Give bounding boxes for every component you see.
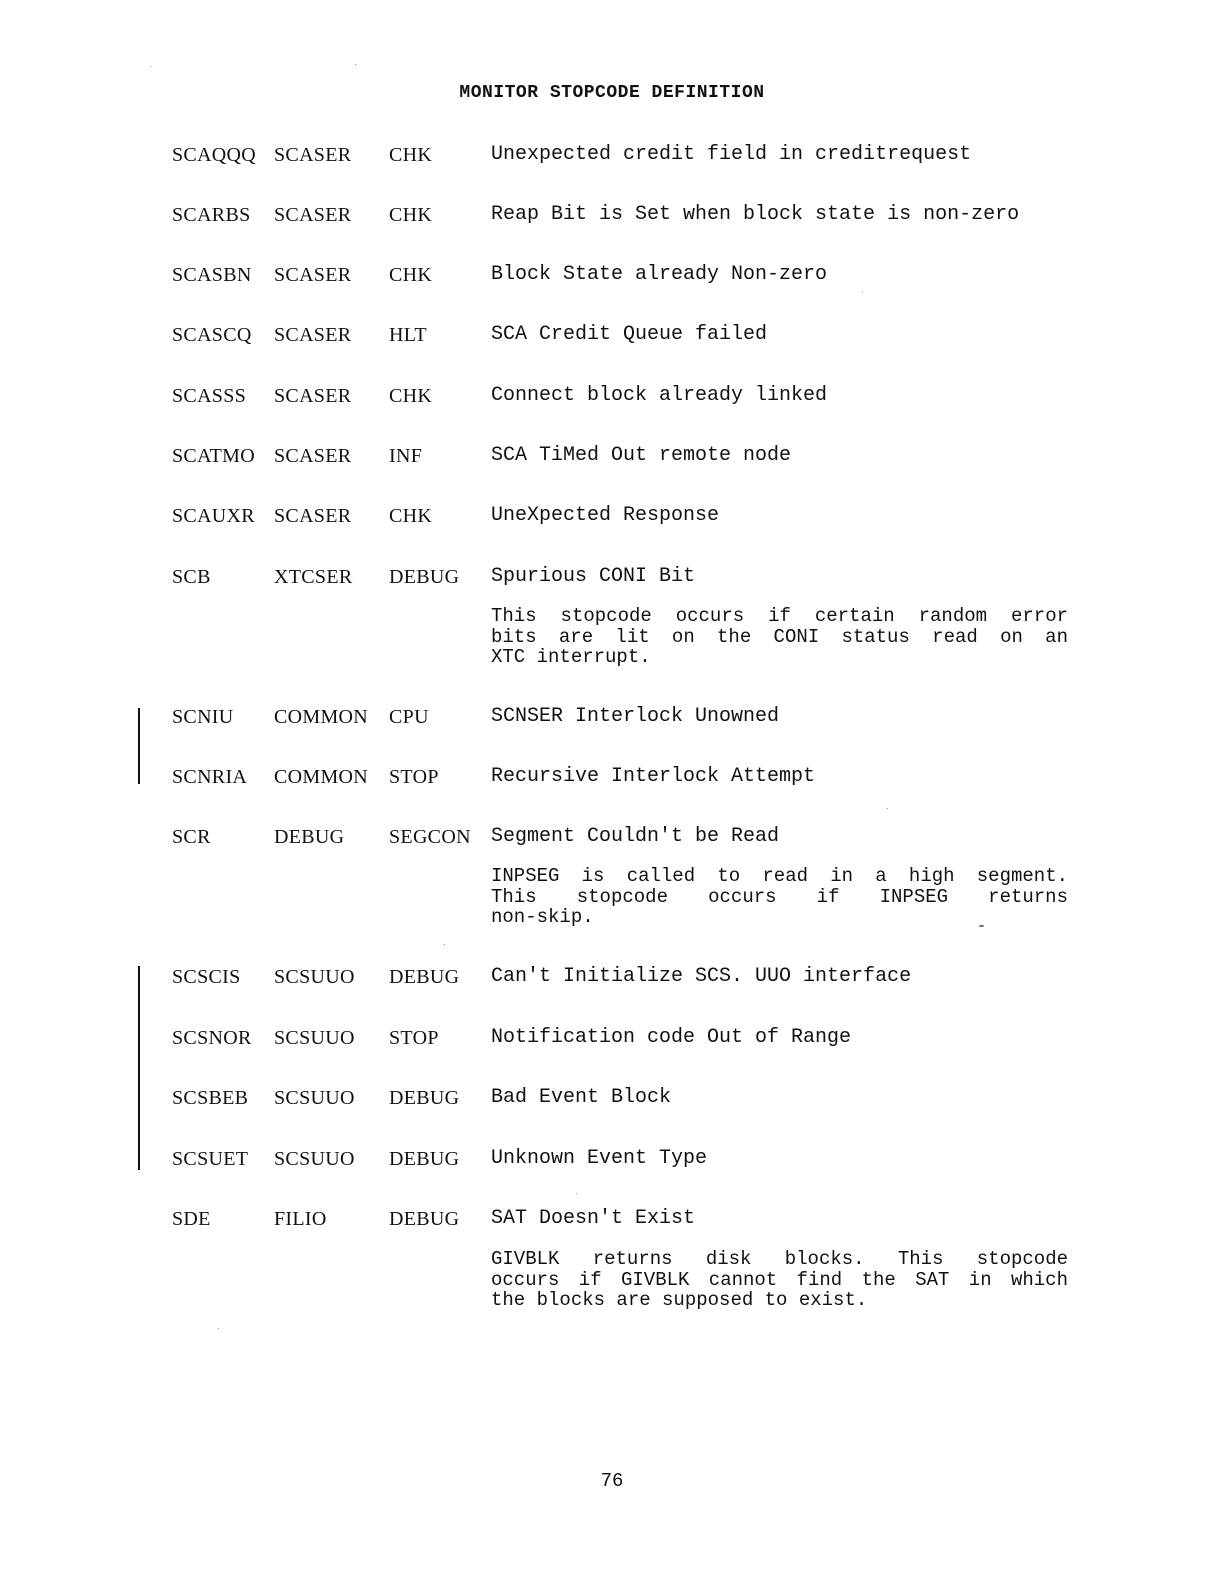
stopcode-message: SCA Credit Queue failed: [491, 323, 768, 346]
stopcode-message: Spurious CONI Bit: [491, 565, 696, 588]
page-number: 76: [600, 1470, 624, 1492]
stopcode-module: COMMON: [274, 766, 369, 788]
stopcode-name: SCSUET: [172, 1148, 249, 1170]
stopcode-type: DEBUG: [389, 1087, 460, 1109]
stopcode-message: Reap Bit is Set when block state is non-zero: [491, 203, 1020, 226]
page-title: MONITOR STOPCODE DEFINITION: [459, 83, 765, 103]
stopcode-entry: [0, 204, 1224, 228]
stopcode-entry: [0, 1087, 1224, 1111]
explanation-line: bits are lit on the CONI status read on an: [491, 625, 1068, 648]
stopcode-entry: [0, 324, 1224, 348]
stopcode-explanation: [491, 606, 1068, 668]
stopcode-type: SEGCON: [389, 826, 471, 848]
stopcode-type: CPU: [389, 706, 429, 728]
stopcode-name: SDE: [172, 1208, 211, 1230]
stopcode-type: DEBUG: [389, 1208, 460, 1230]
stopcode-name: SCASSS: [172, 385, 247, 407]
stopcode-module: SCASER: [274, 144, 352, 166]
scan-speck: [576, 1193, 577, 1194]
change-bar-2: [138, 966, 140, 1170]
scan-speck: [218, 1328, 219, 1329]
stopcode-entry: [0, 766, 1224, 790]
stopcode-type: CHK: [389, 204, 433, 226]
stopcode-message: SCNSER Interlock Unowned: [491, 705, 780, 728]
explanation-line: XTC interrupt.: [491, 646, 651, 668]
stopcode-name: SCR: [172, 826, 211, 848]
explanation-line: This stopcode occurs if INPSEG returns: [491, 885, 1068, 908]
stopcode-message: Can't Initialize SCS. UUO interface: [491, 965, 912, 988]
stopcode-name: SCNRIA: [172, 766, 248, 788]
stopcode-explanation: [491, 866, 1068, 928]
stopcode-message: Segment Couldn't be Read: [491, 825, 780, 848]
scan-speck: [444, 944, 445, 945]
stopcode-name: SCARBS: [172, 204, 251, 226]
stopcode-message: Connect block already linked: [491, 384, 828, 407]
stopcode-message: Unexpected credit field in creditrequest: [491, 143, 972, 166]
stopcode-type: CHK: [389, 264, 433, 286]
stopcode-name: SCATMO: [172, 445, 255, 467]
explanation-line: This stopcode occurs if certain random error: [491, 605, 1068, 627]
stopcode-module: COMMON: [274, 706, 369, 728]
stopcode-name: SCNIU: [172, 706, 234, 728]
stopcode-entry: [0, 566, 1224, 590]
stopcode-entry: [0, 144, 1224, 168]
stopcode-entry: [0, 826, 1224, 850]
stopcode-message: SCA TiMed Out remote node: [491, 444, 792, 467]
stopcode-message: Block State already Non-zero: [491, 263, 828, 286]
stopcode-explanation: [491, 1249, 1068, 1311]
stopcode-name: SCAQQQ: [172, 144, 257, 166]
scan-speck: [862, 291, 863, 292]
scan-speck: [355, 64, 356, 65]
stopcode-module: SCASER: [274, 204, 352, 226]
stopcode-name: SCASCQ: [172, 324, 252, 346]
stopcode-module: SCASER: [274, 385, 352, 407]
stopcode-type: STOP: [389, 766, 439, 788]
stopcode-name: SCSBEB: [172, 1087, 249, 1109]
explanation-line: non-skip.: [491, 906, 594, 928]
stopcode-type: CHK: [389, 505, 433, 527]
stopcode-message: Recursive Interlock Attempt: [491, 765, 816, 788]
stopcode-message: Bad Event Block: [491, 1086, 672, 1109]
explanation-line: the blocks are supposed to exist.: [491, 1289, 868, 1311]
stopcode-module: XTCSER: [274, 566, 353, 588]
stopcode-name: SCSNOR: [172, 1027, 252, 1049]
stopcode-type: DEBUG: [389, 966, 460, 988]
stopcode-name: SCSCIS: [172, 966, 241, 988]
stopcode-module: SCSUUO: [274, 966, 355, 988]
explanation-line: occurs if GIVBLK cannot find the SAT in which: [491, 1268, 1068, 1291]
stopcode-entry: [0, 445, 1224, 469]
stopcode-message: Notification code Out of Range: [491, 1026, 852, 1049]
stopcode-module: DEBUG: [274, 826, 345, 848]
explanation-line: GIVBLK returns disk blocks. This stopcode: [491, 1248, 1068, 1270]
stopcode-entry: [0, 706, 1224, 730]
stopcode-type: CHK: [389, 144, 433, 166]
stopcode-module: SCASER: [274, 445, 352, 467]
stopcode-type: INF: [389, 445, 423, 467]
stopcode-type: CHK: [389, 385, 433, 407]
stopcode-message: UneXpected Response: [491, 504, 720, 527]
stopcode-module: SCSUUO: [274, 1087, 355, 1109]
stopcode-name: SCB: [172, 566, 211, 588]
stopcode-name: SCAUXR: [172, 505, 255, 527]
stopcode-type: DEBUG: [389, 1148, 460, 1170]
stopcode-entry: [0, 1148, 1224, 1172]
stopcode-entry: [0, 1208, 1224, 1232]
stopcode-entry: [0, 385, 1224, 409]
stopcode-entry: [0, 505, 1224, 529]
stopcode-module: SCSUUO: [274, 1148, 355, 1170]
stopcode-module: FILIO: [274, 1208, 327, 1230]
explanation-line: INPSEG is called to read in a high segment.: [491, 865, 1068, 887]
scan-speck: [150, 66, 151, 67]
stopcode-type: STOP: [389, 1027, 439, 1049]
stopcode-entry: [0, 1027, 1224, 1051]
stopcode-module: SCASER: [274, 324, 352, 346]
stopcode-entry: [0, 966, 1224, 990]
scan-speck: [887, 808, 888, 809]
stopcode-name: SCASBN: [172, 264, 252, 286]
stopcode-message: Unknown Event Type: [491, 1147, 708, 1170]
stopcode-type: DEBUG: [389, 566, 460, 588]
stopcode-entry: [0, 264, 1224, 288]
stopcode-message: SAT Doesn't Exist: [491, 1207, 696, 1230]
stopcode-module: SCASER: [274, 505, 352, 527]
stopcode-type: HLT: [389, 324, 427, 346]
stopcode-module: SCASER: [274, 264, 352, 286]
stopcode-module: SCSUUO: [274, 1027, 355, 1049]
